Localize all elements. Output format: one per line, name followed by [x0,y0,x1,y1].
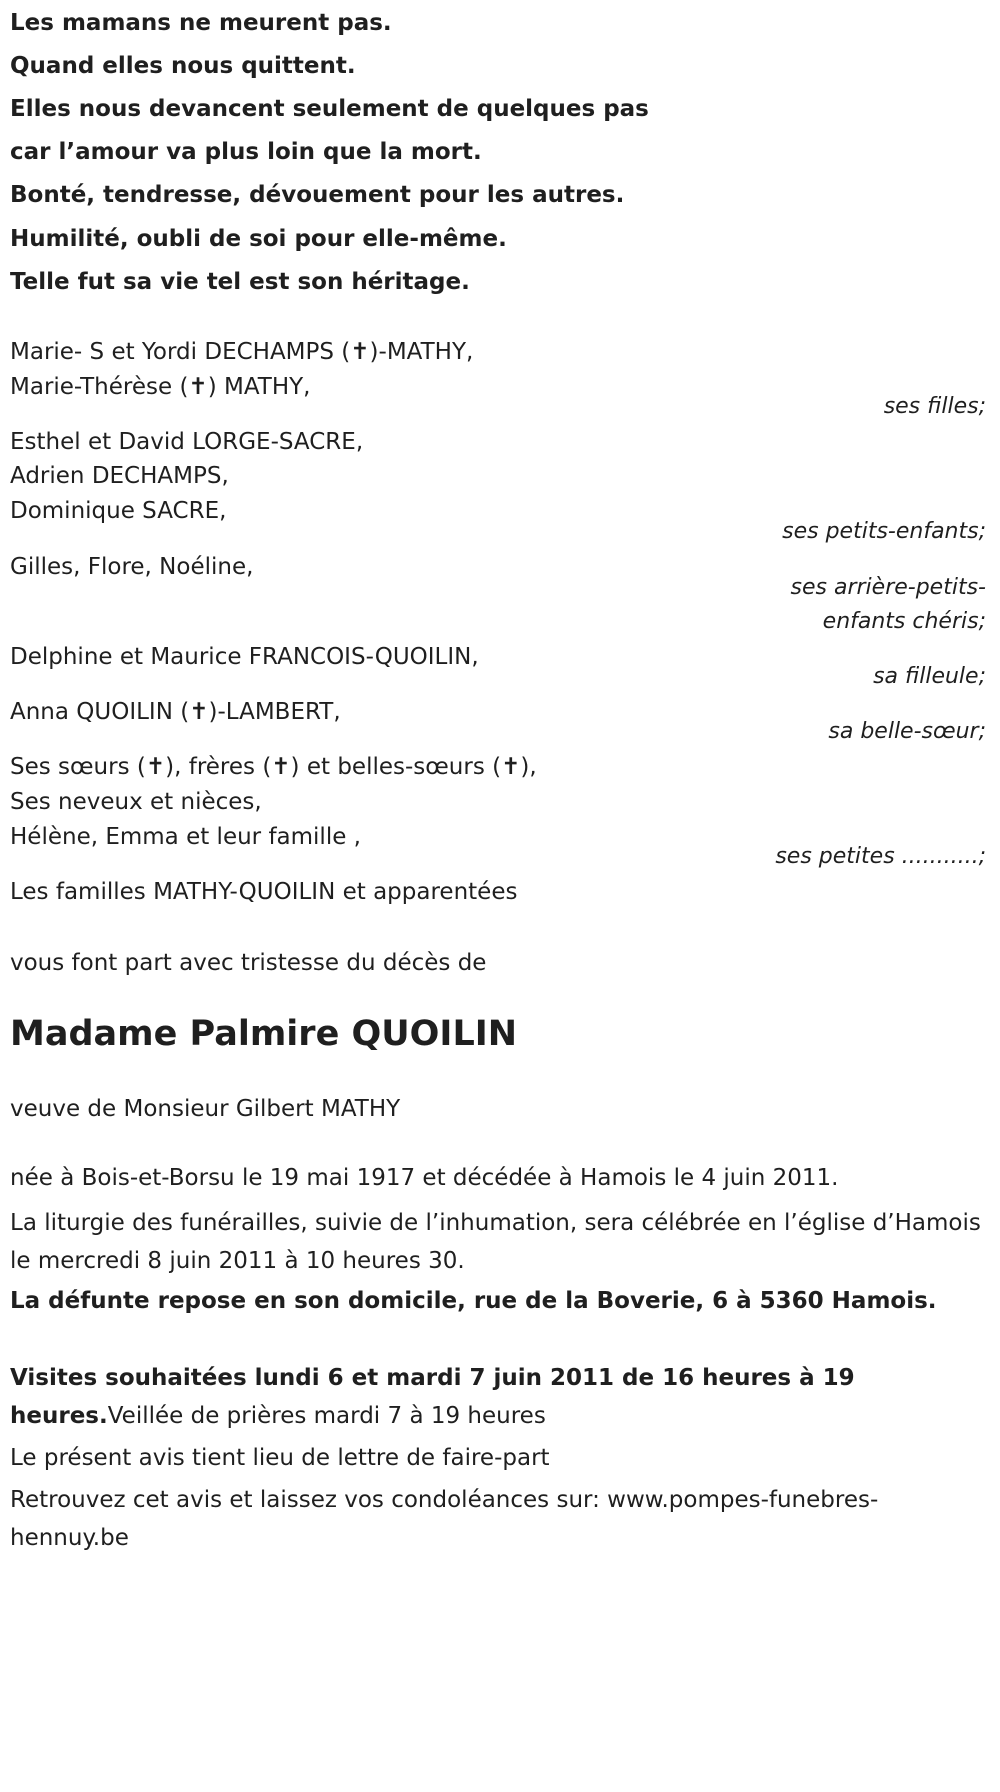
poem-line: Elles nous devancent seulement de quelques pas [10,96,649,122]
funeral-paragraph: La liturgie des funérailles, suivie de l’inhumation, sera célébrée en l’église d’Hamois le mercredi 8 juin 2011 à 10 heures 30. [10,1210,981,1274]
great-grandchildren-name: Gilles, Flore, Noéline, [10,554,254,580]
siblings-name: Ses neveux et nièces, [10,789,262,815]
poem-line: Bonté, tendresse, dévouement pour les autres. [10,182,625,208]
poem-line: Telle fut sa vie tel est son héritage. [10,269,470,295]
poem-line: Quand elles nous quittent. [10,53,356,79]
daughters-name: Marie-Thérèse (✝) MATHY, [10,374,311,400]
grandchildren-name: Adrien DECHAMPS, [10,463,229,489]
grandchildren-name: Esthel et David LORGE-SACRE, [10,429,364,455]
siblings-name: Ses sœurs (✝), frères (✝) et belles-sœurs (✝), [10,754,537,780]
poem-line: Les mamans ne meurent pas. [10,10,392,36]
visits-rest-text: Veillée de prières mardi 7 à 19 heures [107,1403,546,1429]
relation-label: sa filleule; [873,664,986,689]
notice-line: Le présent avis tient lieu de lettre de faire-part [10,1445,550,1471]
visits-bold-text: Visites souhaitées lundi 6 et mardi 7 juin 2011 de 16 heures à 19 heures. [10,1365,855,1429]
deceased-name: Madame Palmire QUOILIN [10,1014,518,1054]
families-line: Les familles MATHY-QUOILIN et apparentées [10,879,518,905]
relation-label: sa belle-sœur; [828,719,986,744]
relation-label: ses filles; [883,394,986,419]
goddaughter-name: Delphine et Maurice FRANCOIS-QUOILIN, [10,644,479,670]
poem-line: car l’amour va plus loin que la mort. [10,139,482,165]
sister-in-law-name: Anna QUOILIN (✝)-LAMBERT, [10,699,341,725]
birth-death-line: née à Bois-et-Borsu le 19 mai 1917 et décédée à Hamois le 4 juin 2011. [10,1165,839,1191]
siblings-name: Hélène, Emma et leur famille , [10,824,361,850]
relation-label: ses petites ...........; [775,844,986,869]
relation-label: ses arrière-petits- [790,575,986,600]
condolences-paragraph: Retrouvez cet avis et laissez vos condoléances sur: www.pompes-funebres-hennuy.be [10,1487,879,1551]
relation-label: ses petits-enfants; [782,519,986,544]
grandchildren-name: Dominique SACRE, [10,498,227,524]
daughters-name: Marie- S et Yordi DECHAMPS (✝)-MATHY, [10,339,474,365]
visits-paragraph [10,1359,990,1435]
rest-paragraph: La défunte repose en son domicile, rue de la Boverie, 6 à 5360 Hamois. [10,1288,937,1314]
widow-line: veuve de Monsieur Gilbert MATHY [10,1096,401,1122]
relation-label: enfants chéris; [822,609,986,634]
announcement-intro: vous font part avec tristesse du décès de [10,950,487,976]
poem-line: Humilité, oubli de soi pour elle-même. [10,226,507,252]
